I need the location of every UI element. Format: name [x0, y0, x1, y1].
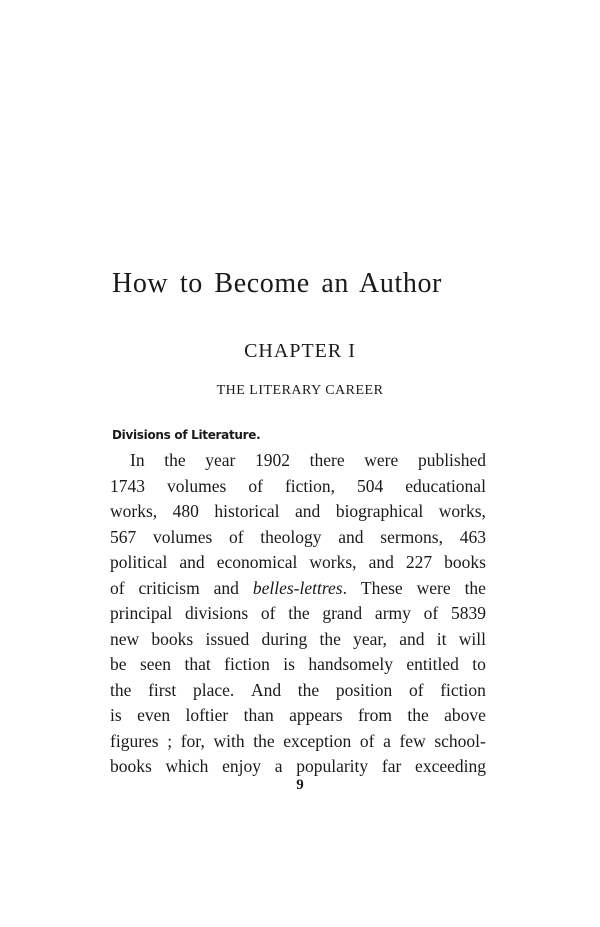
body-paragraph [110, 448, 486, 780]
word: and [295, 501, 321, 521]
word: to [472, 654, 486, 674]
word: the [297, 679, 320, 700]
word: volumes [167, 475, 227, 496]
word: ; [167, 730, 173, 751]
word: 5839 [450, 603, 486, 623]
word: biographical [335, 501, 424, 521]
word: exception [283, 730, 352, 751]
word: These [360, 577, 403, 598]
paragraph-line [110, 576, 486, 602]
word: is [110, 705, 122, 725]
word: popularity [296, 756, 369, 776]
paragraph-line [110, 499, 486, 525]
word: In [130, 450, 145, 470]
paragraph-line [110, 652, 486, 678]
word: of [408, 679, 424, 700]
word: will [458, 628, 486, 649]
word: and [368, 552, 394, 572]
word: new [110, 628, 140, 649]
word: during [261, 628, 308, 649]
word: works, [309, 552, 357, 572]
word: published [417, 450, 486, 470]
word: the [110, 679, 132, 700]
word: books [444, 552, 486, 572]
word: even [137, 705, 171, 725]
word: handsomely [308, 654, 393, 674]
word: historical [214, 501, 280, 521]
word: sermons, [380, 526, 443, 547]
chapter-title: THE LITERARY CAREER [216, 383, 384, 398]
word: 1743 [110, 475, 145, 496]
word: school- [434, 730, 486, 751]
word: of [359, 730, 375, 751]
word: of [110, 577, 125, 598]
word: loftier [185, 705, 229, 725]
word: political [110, 552, 168, 572]
word: divisions [184, 603, 249, 623]
word: far [381, 756, 402, 776]
word: books [151, 628, 194, 649]
word: exceeding [415, 756, 486, 776]
word: there [309, 450, 345, 470]
word: the [288, 603, 310, 623]
word: place. [192, 679, 235, 700]
word: educational [405, 475, 486, 496]
word: army [374, 603, 411, 623]
word: of [423, 603, 439, 623]
word: of [248, 475, 263, 496]
word: were [364, 450, 399, 470]
word: books [110, 756, 152, 776]
word: principal [110, 603, 173, 623]
paragraph-line [110, 678, 486, 704]
word: And [250, 679, 282, 700]
paragraph-line [110, 448, 486, 474]
word: theology [260, 526, 322, 547]
word: first [148, 679, 177, 700]
word: fiction [224, 654, 270, 674]
word: works, [438, 501, 486, 521]
word: from [357, 705, 392, 725]
word: position [335, 679, 393, 700]
word: 463 [459, 526, 486, 547]
paragraph-line [110, 703, 486, 729]
word: 567 [110, 526, 137, 547]
word: is [283, 654, 295, 674]
word: issued [205, 628, 250, 649]
word: the [319, 628, 341, 649]
word: entitled [406, 654, 459, 674]
section-heading: Divisions of Literature. [112, 428, 261, 442]
book-title: How to Become an Author [112, 268, 442, 299]
word: the [253, 730, 275, 751]
paragraph-line [110, 550, 486, 576]
word: and [179, 552, 205, 572]
word: 227 [405, 552, 433, 572]
word: a [383, 730, 391, 751]
word: of [260, 603, 276, 623]
word: that [184, 654, 211, 674]
paragraph-line [110, 627, 486, 653]
word: the [164, 450, 186, 470]
word: works, [110, 501, 158, 521]
word: which [165, 756, 209, 776]
paragraph-line [110, 474, 486, 500]
paragraph-line [110, 754, 486, 780]
word: above [444, 705, 486, 725]
word: and [399, 628, 425, 649]
word: 1902 [255, 450, 291, 470]
word: for, [180, 730, 205, 751]
word: with [213, 730, 245, 751]
word: and [338, 526, 364, 547]
word: than [243, 705, 274, 725]
word: grand [322, 603, 363, 623]
word: volumes [152, 526, 213, 547]
word: 480 [172, 501, 199, 521]
word: a [274, 756, 283, 776]
word: belles-lettres. [252, 577, 347, 598]
word: criticism [138, 577, 200, 598]
word: year, [353, 628, 387, 649]
word: year [205, 450, 236, 470]
word: and [213, 577, 239, 598]
word: fiction, [284, 475, 335, 496]
word: were [416, 577, 451, 598]
word: fiction [440, 679, 486, 700]
word: few [399, 730, 426, 751]
word: it [436, 628, 447, 649]
word: appears [289, 705, 343, 725]
page-number: 9 [296, 777, 304, 793]
paragraph-line [110, 601, 486, 627]
word: 504 [357, 475, 384, 496]
word: be [110, 654, 127, 674]
paragraph-line [110, 525, 486, 551]
word: seen [139, 654, 172, 674]
word: economical [216, 552, 298, 572]
word: the [407, 705, 429, 725]
word: the [464, 577, 486, 598]
word: of [229, 526, 244, 547]
chapter-label: CHAPTER I [244, 340, 356, 362]
word: figures [110, 730, 159, 751]
word: enjoy [222, 756, 261, 776]
paragraph-line [110, 729, 486, 755]
